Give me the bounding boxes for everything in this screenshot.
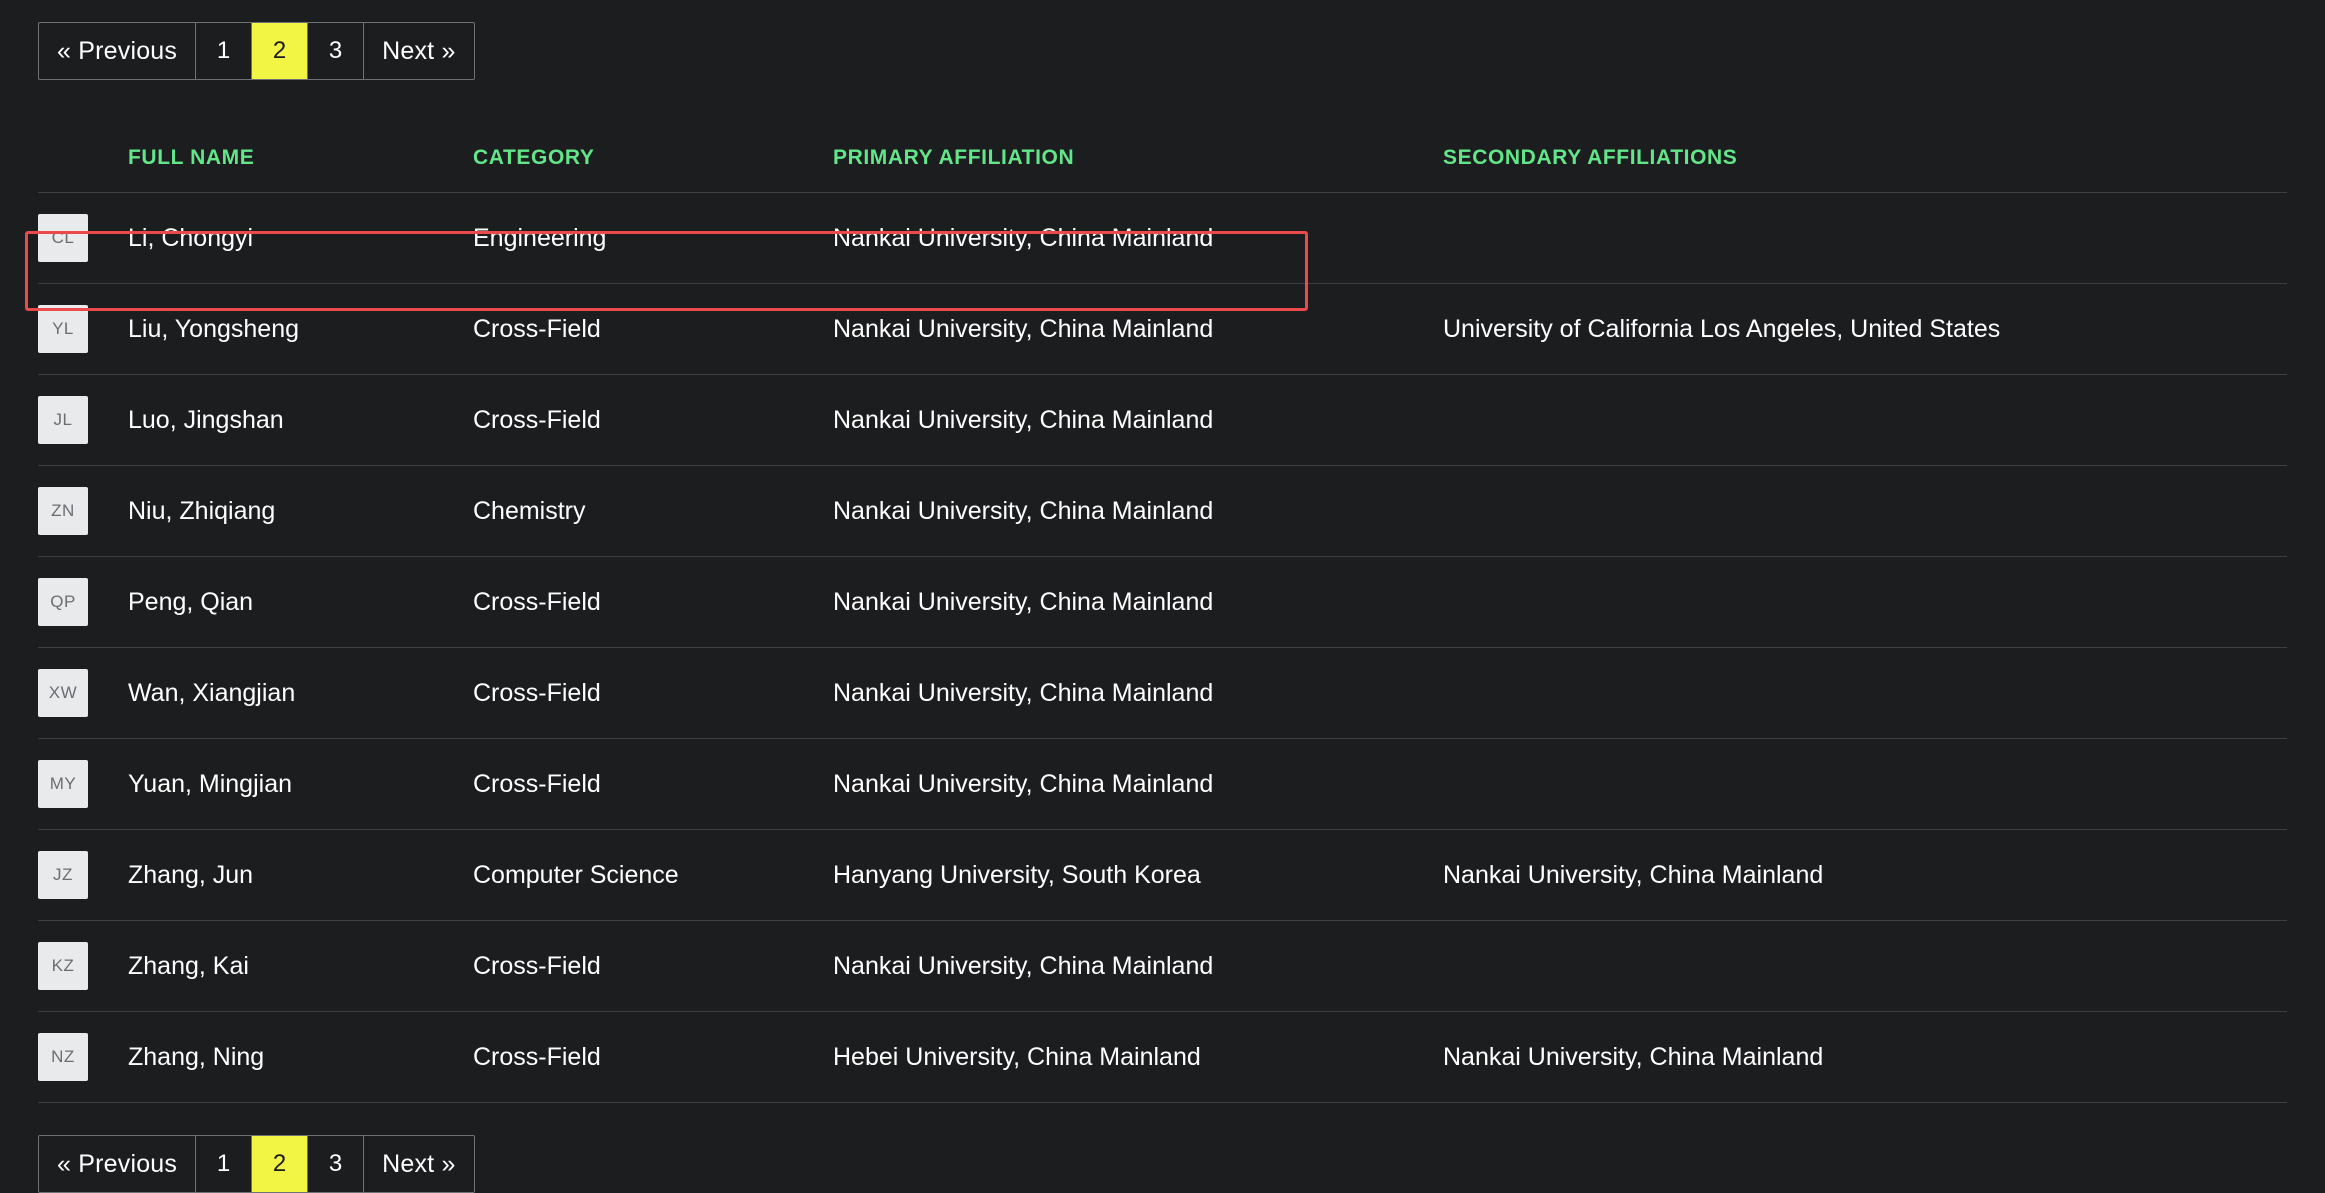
row-avatar-cell bbox=[38, 375, 128, 466]
row-full-name[interactable]: Liu, Yongsheng bbox=[128, 284, 473, 375]
row-avatar-cell bbox=[38, 739, 128, 830]
row-primary-affiliation: Nankai University, China Mainland bbox=[833, 739, 1443, 830]
row-primary-affiliation: Nankai University, China Mainland bbox=[833, 648, 1443, 739]
row-category: Cross-Field bbox=[473, 921, 833, 1012]
row-primary-affiliation: Nankai University, China Mainland bbox=[833, 193, 1443, 284]
row-avatar-cell bbox=[38, 921, 128, 1012]
row-avatar-cell bbox=[38, 284, 128, 375]
row-category: Cross-Field bbox=[473, 557, 833, 648]
row-full-name[interactable]: Niu, Zhiqiang bbox=[128, 466, 473, 557]
table-row[interactable] bbox=[38, 921, 2287, 1012]
row-primary-affiliation: Nankai University, China Mainland bbox=[833, 557, 1443, 648]
table-body bbox=[38, 193, 2287, 1103]
row-full-name[interactable]: Yuan, Mingjian bbox=[128, 739, 473, 830]
pagination-top-page-1[interactable]: 1 bbox=[196, 23, 252, 79]
avatar: YL bbox=[38, 305, 88, 353]
table-row[interactable] bbox=[38, 466, 2287, 557]
avatar: JZ bbox=[38, 851, 88, 899]
pagination-bottom-previous[interactable]: « Previous bbox=[39, 1136, 196, 1192]
avatar: CL bbox=[38, 214, 88, 262]
avatar: JL bbox=[38, 396, 88, 444]
row-full-name[interactable]: Peng, Qian bbox=[128, 557, 473, 648]
row-category: Cross-Field bbox=[473, 1012, 833, 1103]
pagination-bottom-page-1[interactable]: 1 bbox=[196, 1136, 252, 1192]
row-secondary-affiliations bbox=[1443, 739, 2287, 830]
row-category: Cross-Field bbox=[473, 284, 833, 375]
pagination-bottom-next[interactable]: Next » bbox=[382, 1149, 456, 1178]
row-secondary-affiliations bbox=[1443, 921, 2287, 1012]
table-row[interactable] bbox=[38, 557, 2287, 648]
row-primary-affiliation: Nankai University, China Mainland bbox=[833, 375, 1443, 466]
pagination-top-next[interactable]: Next » bbox=[382, 36, 456, 65]
people-table-container bbox=[38, 146, 2287, 1103]
row-primary-affiliation: Nankai University, China Mainland bbox=[833, 466, 1443, 557]
row-full-name[interactable]: Li, Chongyi bbox=[128, 193, 473, 284]
row-avatar-cell bbox=[38, 193, 128, 284]
table-row[interactable] bbox=[38, 648, 2287, 739]
row-secondary-affiliations: Nankai University, China Mainland bbox=[1443, 1012, 2287, 1103]
table-row[interactable] bbox=[38, 375, 2287, 466]
table-header bbox=[38, 146, 2287, 193]
avatar: ZN bbox=[38, 487, 88, 535]
row-avatar-cell bbox=[38, 1012, 128, 1103]
table-row[interactable] bbox=[38, 193, 2287, 284]
column-header-avatar bbox=[38, 146, 128, 193]
row-primary-affiliation: Hanyang University, South Korea bbox=[833, 830, 1443, 921]
avatar: XW bbox=[38, 669, 88, 717]
row-secondary-affiliations bbox=[1443, 466, 2287, 557]
row-avatar-cell bbox=[38, 648, 128, 739]
row-full-name[interactable]: Zhang, Kai bbox=[128, 921, 473, 1012]
row-avatar-cell bbox=[38, 466, 128, 557]
people-table bbox=[38, 146, 2287, 1103]
column-header-full-name[interactable]: FULL NAME bbox=[128, 146, 473, 193]
table-header-row bbox=[38, 146, 2287, 193]
row-category: Cross-Field bbox=[473, 739, 833, 830]
table-row[interactable] bbox=[38, 739, 2287, 830]
avatar: NZ bbox=[38, 1033, 88, 1081]
row-secondary-affiliations bbox=[1443, 648, 2287, 739]
avatar: KZ bbox=[38, 942, 88, 990]
pagination-top-page-3[interactable]: 3 bbox=[308, 23, 364, 79]
table-row[interactable] bbox=[38, 1012, 2287, 1103]
row-secondary-affiliations bbox=[1443, 193, 2287, 284]
row-full-name[interactable]: Zhang, Jun bbox=[128, 830, 473, 921]
row-avatar-cell bbox=[38, 830, 128, 921]
pagination-bottom-page-3[interactable]: 3 bbox=[308, 1136, 364, 1192]
table-row[interactable] bbox=[38, 830, 2287, 921]
row-avatar-cell bbox=[38, 557, 128, 648]
row-full-name[interactable]: Luo, Jingshan bbox=[128, 375, 473, 466]
row-category: Engineering bbox=[473, 193, 833, 284]
row-category: Cross-Field bbox=[473, 648, 833, 739]
pagination-bottom[interactable] bbox=[38, 1135, 475, 1193]
pagination-top[interactable] bbox=[38, 22, 475, 80]
row-secondary-affiliations bbox=[1443, 375, 2287, 466]
row-secondary-affiliations: Nankai University, China Mainland bbox=[1443, 830, 2287, 921]
row-primary-affiliation: Nankai University, China Mainland bbox=[833, 284, 1443, 375]
column-header-category[interactable]: CATEGORY bbox=[473, 146, 833, 193]
row-full-name[interactable]: Wan, Xiangjian bbox=[128, 648, 473, 739]
avatar: MY bbox=[38, 760, 88, 808]
pagination-bottom-page-2[interactable]: 2 bbox=[252, 1136, 308, 1192]
avatar: QP bbox=[38, 578, 88, 626]
pagination-top-page-2[interactable]: 2 bbox=[252, 23, 308, 79]
column-header-primary-affiliation[interactable]: PRIMARY AFFILIATION bbox=[833, 146, 1443, 193]
row-secondary-affiliations bbox=[1443, 557, 2287, 648]
row-full-name[interactable]: Zhang, Ning bbox=[128, 1012, 473, 1103]
row-category: Chemistry bbox=[473, 466, 833, 557]
pagination-top-previous[interactable]: « Previous bbox=[39, 23, 196, 79]
row-primary-affiliation: Nankai University, China Mainland bbox=[833, 921, 1443, 1012]
table-row[interactable] bbox=[38, 284, 2287, 375]
row-primary-affiliation: Hebei University, China Mainland bbox=[833, 1012, 1443, 1103]
row-category: Cross-Field bbox=[473, 375, 833, 466]
row-category: Computer Science bbox=[473, 830, 833, 921]
row-secondary-affiliations: University of California Los Angeles, United States bbox=[1443, 284, 2287, 375]
column-header-secondary-affiliations[interactable]: SECONDARY AFFILIATIONS bbox=[1443, 146, 2287, 193]
